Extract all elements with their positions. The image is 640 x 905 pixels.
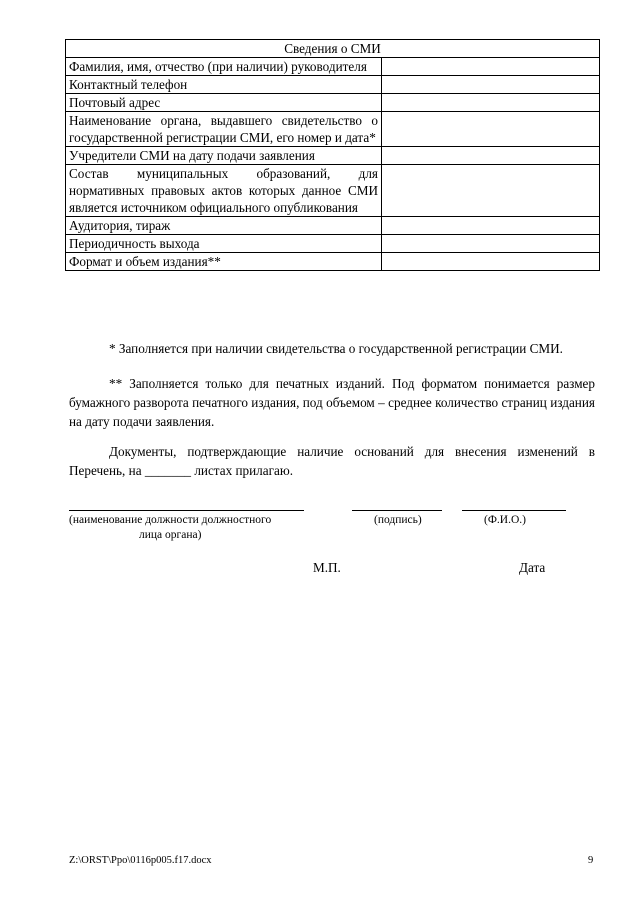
- row-label: Контактный телефон: [66, 76, 382, 94]
- table-row: [66, 217, 600, 235]
- row-value: [382, 94, 600, 112]
- position-signature-line: [69, 510, 304, 511]
- row-label: Фамилия, имя, отчество (при наличии) руководителя: [66, 58, 382, 76]
- page-number: 9: [588, 855, 594, 866]
- row-value: [382, 165, 600, 217]
- footnote-format: ** Заполняется только для печатных изданий. Под форматом понимается размер бумажного разворота печатного издания, под объемом – среднее количество страниц издания на дату подачи заявления.: [69, 376, 595, 429]
- footnote-registration: * Заполняется при наличии свидетельства о государственной регистрации СМИ.: [109, 341, 563, 356]
- row-label: Периодичность выхода: [66, 235, 382, 253]
- row-label: Наименование органа, выдавшего свидетельство о государственной регистрации СМИ, его номер и дата*: [66, 112, 382, 147]
- row-value: [382, 76, 600, 94]
- table-title: Сведения о СМИ: [66, 40, 600, 58]
- position-caption: (наименование должности должностного: [69, 514, 272, 526]
- stamp-label: М.П.: [313, 560, 341, 575]
- row-value: [382, 253, 600, 271]
- position-caption-continued: лица органа): [139, 529, 202, 541]
- row-label: Учредители СМИ на дату подачи заявления: [66, 147, 382, 165]
- row-label: Почтовый адрес: [66, 94, 382, 112]
- signature-caption: (подпись): [374, 514, 422, 526]
- table-row: [66, 112, 600, 147]
- row-value: [382, 147, 600, 165]
- name-line: [462, 510, 566, 511]
- attachment-text: Документы, подтверждающие наличие оснований для внесения изменений в Перечень, на: [69, 444, 595, 478]
- table-row: [66, 76, 600, 94]
- row-label: Состав муниципальных образований, для нормативных правовых актов которых данное СМИ является источником официального опубликования: [66, 165, 382, 217]
- file-path: Z:\ORST\Ppo\0116p005.f17.docx: [69, 855, 212, 866]
- table-header-row: [66, 40, 600, 58]
- sheet-count-blank: _______: [144, 463, 192, 478]
- row-value: [382, 217, 600, 235]
- date-label: Дата: [519, 560, 546, 575]
- signature-line: [352, 510, 442, 511]
- table-row: [66, 235, 600, 253]
- row-label: Аудитория, тираж: [66, 217, 382, 235]
- media-info-table: [65, 39, 600, 271]
- name-caption: (Ф.И.О.): [484, 514, 526, 526]
- attachment-paragraph: [69, 442, 595, 480]
- table-row: [66, 58, 600, 76]
- table-row: [66, 165, 600, 217]
- table-row: [66, 94, 600, 112]
- attachment-text-end: листах прилагаю.: [191, 463, 294, 478]
- table-row: [66, 253, 600, 271]
- row-value: [382, 58, 600, 76]
- row-value: [382, 112, 600, 147]
- row-label: Формат и объем издания**: [66, 253, 382, 271]
- row-value: [382, 235, 600, 253]
- table-row: [66, 147, 600, 165]
